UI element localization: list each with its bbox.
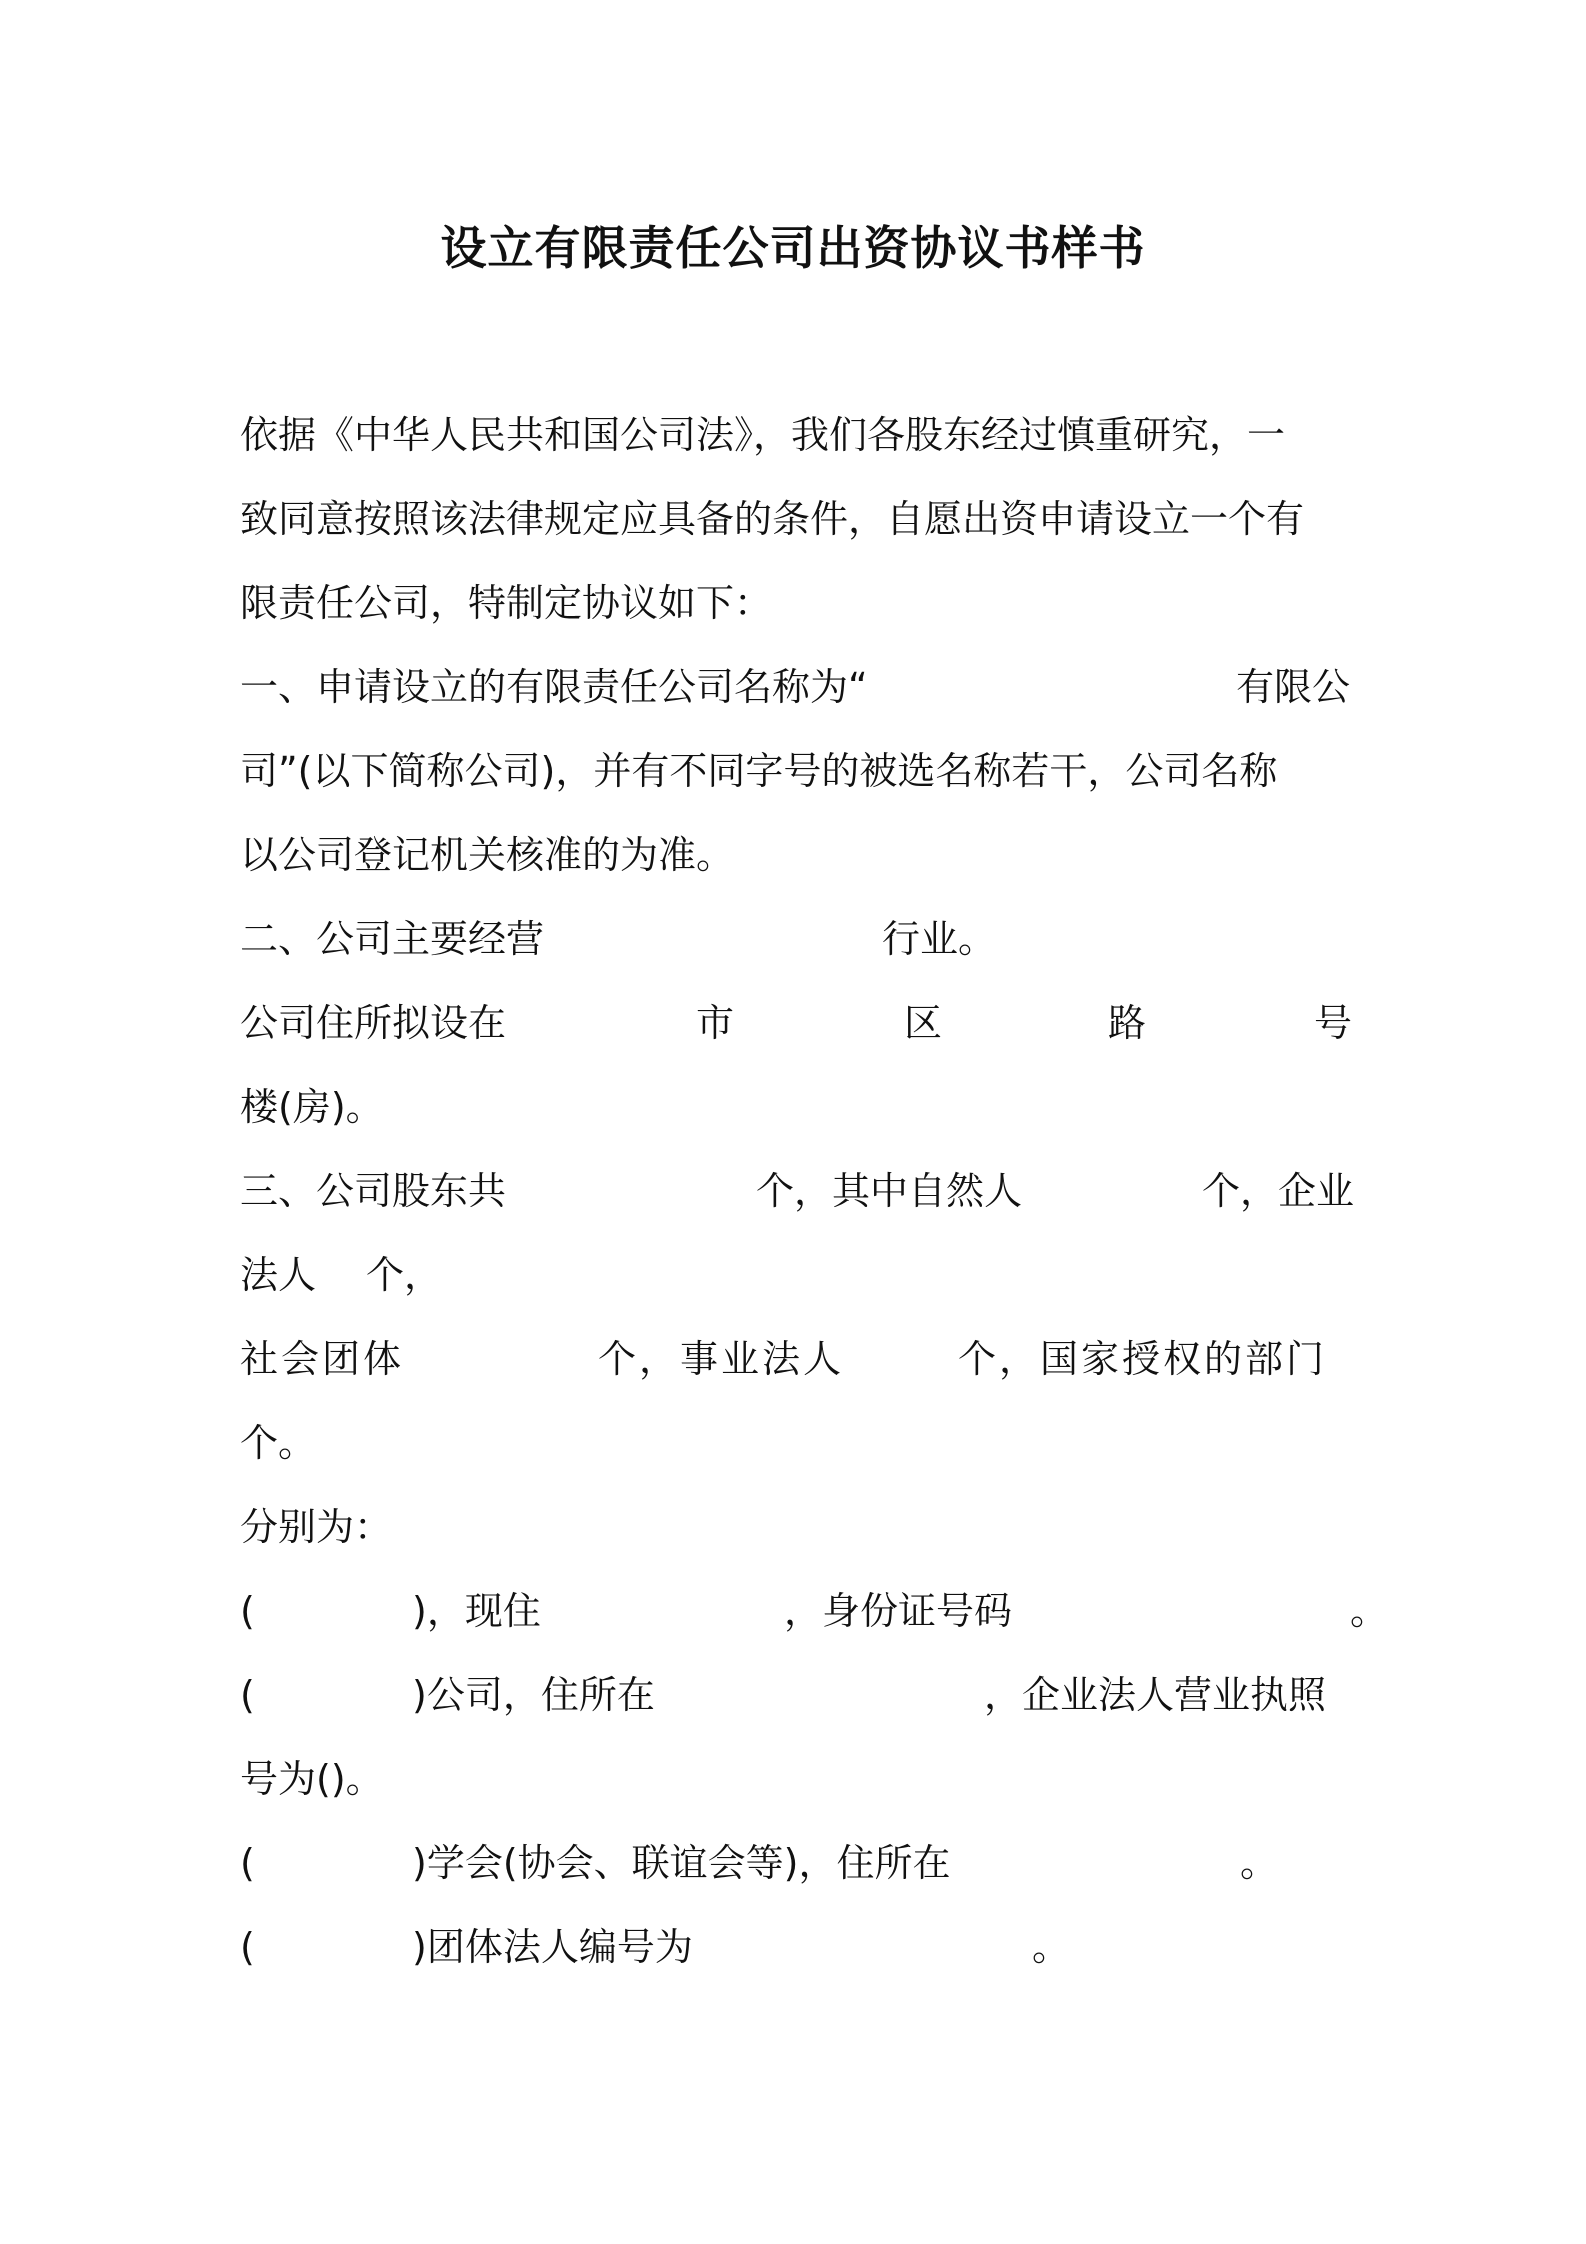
entry-group [240,1917,1352,1977]
clause-1-name-suffix: 有限公 [1236,665,1351,709]
clause-3-line-3 [240,1329,1352,1389]
enterprise-label: 个，企业 [1202,1169,1355,1213]
entry-natural-person [240,1581,1389,1641]
entry-3-open-paren: ( [240,1841,255,1885]
legal-person-count-suffix: 个， [366,1253,443,1297]
public-institution-label: 个，事业法人 [598,1337,845,1381]
clause-1-line-1 [240,657,1352,717]
clause-3-line-1 [240,1161,1355,1221]
intro-line-3: 限责任公司，特制定协议如下： [240,581,773,625]
address-number: 号 [1314,1001,1353,1045]
entry-1-period: 。 [1350,1589,1389,1633]
address-district: 区 [904,1001,943,1045]
entry-4-period: 。 [1032,1925,1071,1969]
address-city: 市 [696,1001,735,1045]
entry-company [240,1665,1352,1725]
intro-line-2: 致同意按照该法律规定应具备的条件，自愿出资申请设立一个有 [240,497,1305,541]
entry-1-open-paren: ( [240,1589,255,1633]
address-road: 路 [1108,1001,1147,1045]
entry-company-license: 号为()。 [240,1757,384,1801]
entry-1-residence-label: )，现住 [412,1589,541,1633]
entry-association [240,1833,1352,1893]
legal-person-label: 法人 [240,1253,317,1297]
shareholder-total-prefix: 三、公司股东共 [240,1169,507,1213]
social-group-label: 社会团体 [240,1337,405,1381]
state-department-label: 个，国家授权的部门 [958,1337,1328,1381]
clause-2-business-prefix: 二、公司主要经营 [240,917,545,961]
document-title: 设立有限责任公司出资协议书样书 [440,221,1146,275]
clause-1-line-3: 以公司登记机关核准的为准。 [240,833,735,877]
entry-3-period: 。 [1240,1841,1279,1885]
clause-2-address-end: 楼(房)。 [240,1085,384,1129]
clause-3-line-4: 个。 [240,1421,317,1465]
entry-2-license-label: ，企业法人营业执照 [984,1673,1327,1717]
clause-2-address-line [240,993,1352,1053]
entry-4-open-paren: ( [240,1925,255,1969]
entry-4-number-label: )团体法人编号为 [412,1925,693,1969]
natural-person-label: 个，其中自然人 [756,1169,1023,1213]
entry-2-open-paren: ( [240,1673,255,1717]
address-prefix: 公司住所拟设在 [240,1001,507,1045]
clause-1-name-prefix: 一、申请设立的有限责任公司名称为“ [240,665,868,709]
clause-3-line-5: 分别为： [240,1505,393,1549]
clause-2-business-suffix: 行业。 [882,917,997,961]
entry-1-id-label: ，身份证号码 [784,1589,1013,1633]
entry-3-address-label: )学会(协会、联谊会等)，住所在 [412,1841,951,1885]
intro-line-1: 依据《中华人民共和国公司法》，我们各股东经过慎重研究，一 [240,413,1286,457]
clause-1-line-2: 司”(以下简称公司)，并有不同字号的被选名称若干，公司名称 [240,749,1278,793]
entry-2-address-label: )公司，住所在 [412,1673,655,1717]
clause-2-line-1 [240,909,1352,969]
clause-3-line-2 [240,1245,1352,1305]
